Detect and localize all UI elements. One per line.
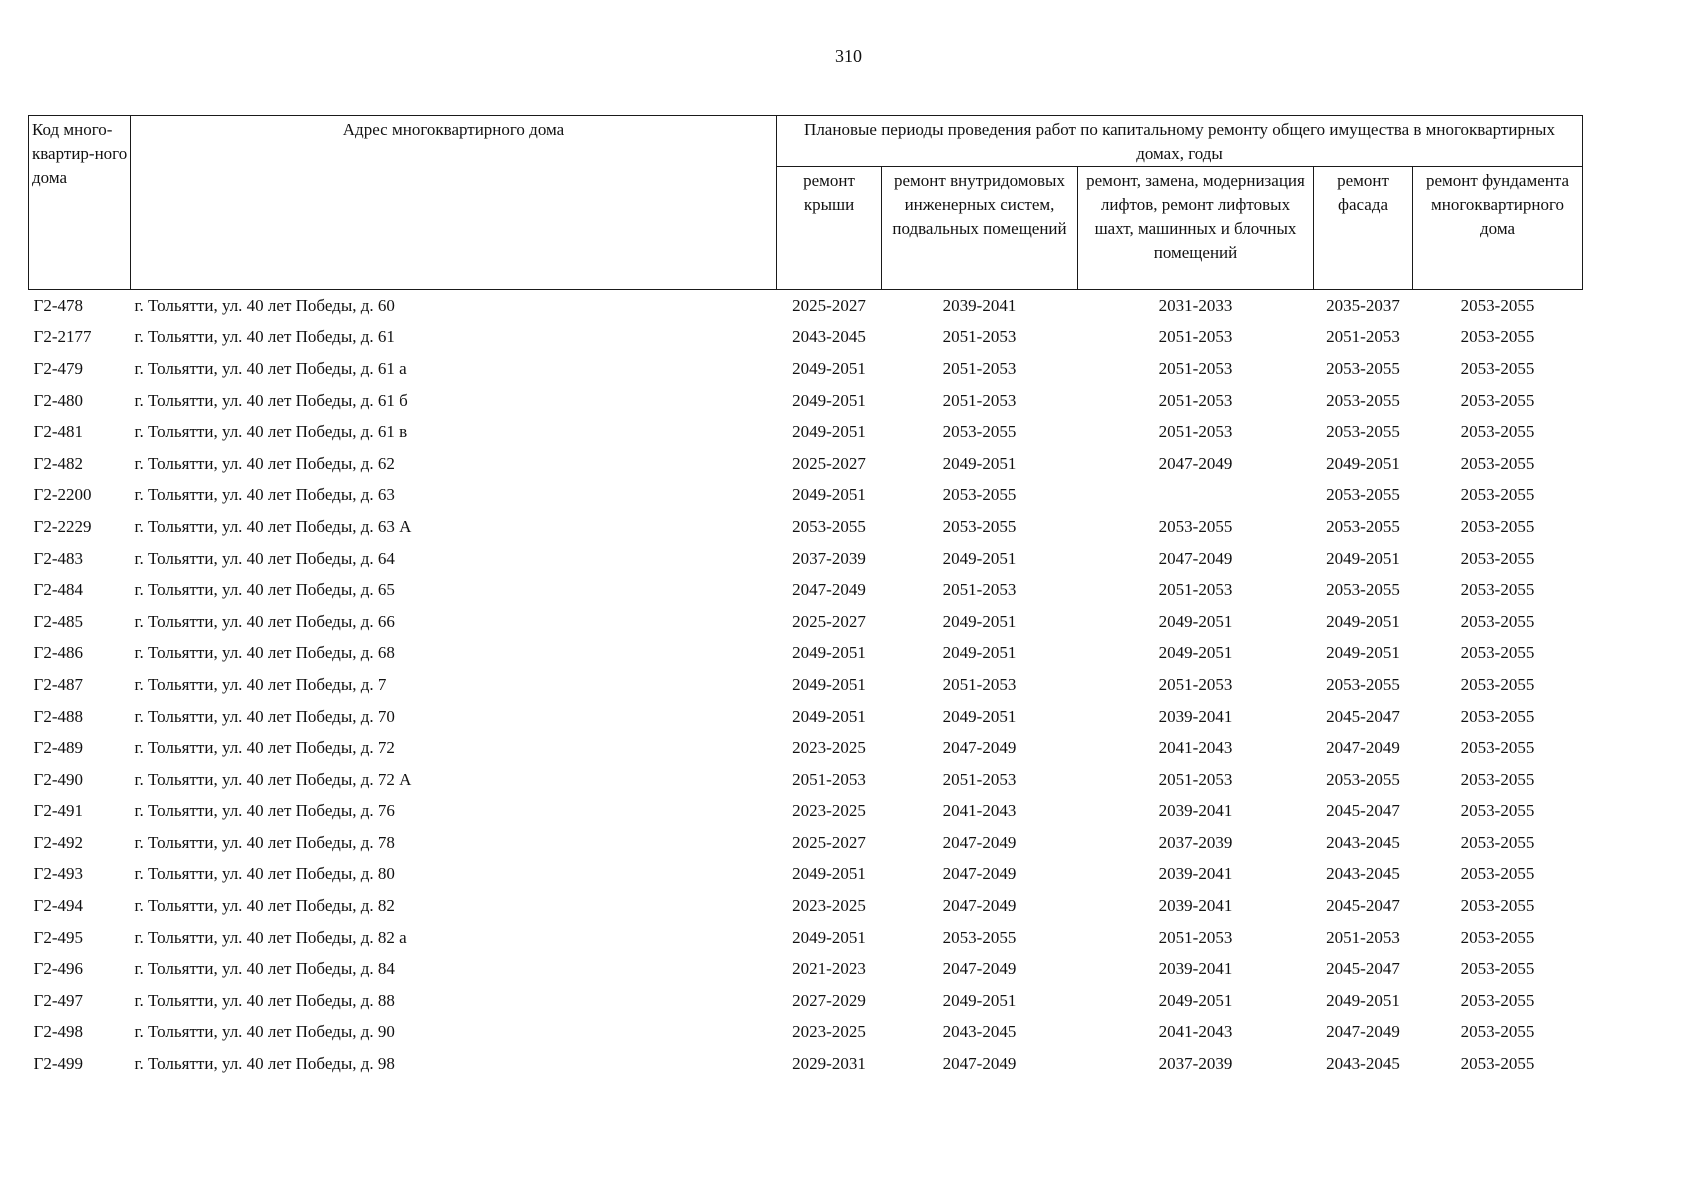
engineering-period-cell: 2047-2049 <box>942 832 1017 852</box>
table-row <box>29 290 1583 322</box>
lift-period-cell: 2037-2039 <box>1158 1054 1233 1074</box>
header-roof-repair: ремонт крыши <box>777 167 882 290</box>
lift-period-cell: 2039-2041 <box>1158 864 1233 884</box>
building-code-cell: Г2-481 <box>33 422 83 442</box>
table-row <box>29 606 1583 638</box>
table-row <box>29 890 1583 922</box>
address-cell: г. Тольятти, ул. 40 лет Победы, д. 61 в <box>134 422 408 442</box>
table-row <box>29 985 1583 1017</box>
table-row <box>29 827 1583 859</box>
table-row <box>29 1048 1583 1080</box>
building-code-cell: Г2-498 <box>33 1022 83 1042</box>
foundation-period-cell: 2053-2055 <box>1460 516 1535 536</box>
engineering-period-cell: 2049-2051 <box>942 706 1017 726</box>
engineering-period-cell: 2039-2041 <box>942 295 1017 315</box>
engineering-period-cell: 2051-2053 <box>942 390 1017 410</box>
building-code-cell: Г2-486 <box>33 643 83 663</box>
building-code-cell: Г2-485 <box>33 611 83 631</box>
facade-period-cell: 2043-2045 <box>1326 864 1400 884</box>
building-code-cell: Г2-488 <box>33 706 83 726</box>
lift-period-cell: 2039-2041 <box>1158 959 1233 979</box>
building-code-cell: Г2-2177 <box>33 327 92 347</box>
table-row <box>29 322 1583 354</box>
lift-period-cell: 2049-2051 <box>1158 643 1233 663</box>
engineering-period-cell: 2051-2053 <box>942 358 1017 378</box>
facade-period-cell: 2053-2055 <box>1326 422 1400 442</box>
address-cell: г. Тольятти, ул. 40 лет Победы, д. 82 а <box>134 927 407 947</box>
address-cell: г. Тольятти, ул. 40 лет Победы, д. 72 <box>134 738 395 758</box>
foundation-period-cell: 2053-2055 <box>1460 422 1535 442</box>
lift-period-cell: 2037-2039 <box>1158 832 1233 852</box>
header-foundation-repair: ремонт фундамента многоквартирного дома <box>1413 167 1583 290</box>
roof-period-cell: 2049-2051 <box>792 864 866 884</box>
lift-period-cell: 2051-2053 <box>1158 422 1233 442</box>
address-cell: г. Тольятти, ул. 40 лет Победы, д. 61 <box>134 327 395 347</box>
address-cell: г. Тольятти, ул. 40 лет Победы, д. 84 <box>134 959 395 979</box>
address-cell: г. Тольятти, ул. 40 лет Победы, д. 65 <box>134 580 395 600</box>
header-facade-repair: ремонт фасада <box>1314 167 1413 290</box>
lift-period-cell: 2047-2049 <box>1158 548 1233 568</box>
building-code-cell: Г2-478 <box>33 295 83 315</box>
foundation-period-cell: 2053-2055 <box>1460 485 1535 505</box>
facade-period-cell: 2043-2045 <box>1326 832 1400 852</box>
table-row <box>29 543 1583 575</box>
address-cell: г. Тольятти, ул. 40 лет Победы, д. 61 б <box>134 390 408 410</box>
foundation-period-cell: 2053-2055 <box>1460 1054 1535 1074</box>
table-row <box>29 638 1583 670</box>
foundation-period-cell: 2053-2055 <box>1460 674 1535 694</box>
lift-period-cell: 2039-2041 <box>1158 801 1233 821</box>
roof-period-cell: 2043-2045 <box>792 327 866 347</box>
lift-period-cell <box>1078 480 1314 512</box>
roof-period-cell: 2027-2029 <box>792 990 866 1010</box>
foundation-period-cell: 2053-2055 <box>1460 896 1535 916</box>
address-cell: г. Тольятти, ул. 40 лет Победы, д. 66 <box>134 611 395 631</box>
foundation-period-cell: 2053-2055 <box>1460 1022 1535 1042</box>
lift-period-cell: 2051-2053 <box>1158 769 1233 789</box>
address-cell: г. Тольятти, ул. 40 лет Победы, д. 63 А <box>134 516 412 536</box>
address-cell: г. Тольятти, ул. 40 лет Победы, д. 82 <box>134 896 395 916</box>
engineering-period-cell: 2053-2055 <box>942 485 1017 505</box>
facade-period-cell: 2045-2047 <box>1326 706 1400 726</box>
table-row <box>29 764 1583 796</box>
building-code-cell: Г2-499 <box>33 1054 83 1074</box>
foundation-period-cell: 2053-2055 <box>1460 769 1535 789</box>
engineering-period-cell: 2047-2049 <box>942 738 1017 758</box>
lift-period-cell: 2031-2033 <box>1158 295 1233 315</box>
address-cell: г. Тольятти, ул. 40 лет Победы, д. 98 <box>134 1054 395 1074</box>
table-row <box>29 385 1583 417</box>
header-row-top <box>29 116 1583 167</box>
table-header <box>29 116 1583 290</box>
foundation-period-cell: 2053-2055 <box>1460 990 1535 1010</box>
facade-period-cell: 2051-2053 <box>1326 927 1400 947</box>
address-cell: г. Тольятти, ул. 40 лет Победы, д. 70 <box>134 706 395 726</box>
roof-period-cell: 2029-2031 <box>792 1054 866 1074</box>
roof-period-cell: 2023-2025 <box>792 1022 866 1042</box>
foundation-period-cell: 2053-2055 <box>1460 548 1535 568</box>
header-address: Адрес многоквартирного дома <box>131 116 777 290</box>
address-cell: г. Тольятти, ул. 40 лет Победы, д. 90 <box>134 1022 395 1042</box>
roof-period-cell: 2025-2027 <box>792 611 866 631</box>
address-cell: г. Тольятти, ул. 40 лет Победы, д. 88 <box>134 990 395 1010</box>
lift-period-cell: 2051-2053 <box>1158 327 1233 347</box>
roof-period-cell: 2025-2027 <box>792 295 866 315</box>
facade-period-cell: 2053-2055 <box>1326 358 1400 378</box>
facade-period-cell: 2053-2055 <box>1326 516 1400 536</box>
building-code-cell: Г2-495 <box>33 927 83 947</box>
engineering-period-cell: 2043-2045 <box>942 1022 1017 1042</box>
facade-period-cell: 2049-2051 <box>1326 548 1400 568</box>
roof-period-cell: 2049-2051 <box>792 485 866 505</box>
facade-period-cell: 2053-2055 <box>1326 769 1400 789</box>
roof-period-cell: 2049-2051 <box>792 927 866 947</box>
facade-period-cell: 2047-2049 <box>1326 1022 1400 1042</box>
engineering-period-cell: 2047-2049 <box>942 959 1017 979</box>
foundation-period-cell: 2053-2055 <box>1460 643 1535 663</box>
table-row <box>29 353 1583 385</box>
engineering-period-cell: 2051-2053 <box>942 769 1017 789</box>
roof-period-cell: 2049-2051 <box>792 358 866 378</box>
building-code-cell: Г2-2229 <box>33 516 92 536</box>
table-row <box>29 448 1583 480</box>
engineering-period-cell: 2049-2051 <box>942 990 1017 1010</box>
engineering-period-cell: 2053-2055 <box>942 422 1017 442</box>
roof-period-cell: 2053-2055 <box>792 516 866 536</box>
building-code-cell: Г2-480 <box>33 390 83 410</box>
table-row <box>29 796 1583 828</box>
foundation-period-cell: 2053-2055 <box>1460 358 1535 378</box>
header-planned-periods: Плановые периоды проведения работ по капитальному ремонту общего имущества в многоквартирных домах, годы <box>777 116 1583 167</box>
address-cell: г. Тольятти, ул. 40 лет Победы, д. 68 <box>134 643 395 663</box>
foundation-period-cell: 2053-2055 <box>1460 706 1535 726</box>
lift-period-cell: 2051-2053 <box>1158 580 1233 600</box>
foundation-period-cell: 2053-2055 <box>1460 738 1535 758</box>
table-row <box>29 511 1583 543</box>
roof-period-cell: 2049-2051 <box>792 706 866 726</box>
address-cell: г. Тольятти, ул. 40 лет Победы, д. 80 <box>134 864 395 884</box>
building-code-cell: Г2-484 <box>33 580 83 600</box>
lift-period-cell: 2051-2053 <box>1158 390 1233 410</box>
engineering-period-cell: 2051-2053 <box>942 580 1017 600</box>
engineering-period-cell: 2049-2051 <box>942 611 1017 631</box>
facade-period-cell: 2053-2055 <box>1326 485 1400 505</box>
building-code-cell: Г2-489 <box>33 738 83 758</box>
foundation-period-cell: 2053-2055 <box>1460 959 1535 979</box>
facade-period-cell: 2049-2051 <box>1326 643 1400 663</box>
table-row <box>29 732 1583 764</box>
building-code-cell: Г2-492 <box>33 832 83 852</box>
facade-period-cell: 2049-2051 <box>1326 611 1400 631</box>
building-code-cell: Г2-491 <box>33 801 83 821</box>
engineering-period-cell: 2051-2053 <box>942 674 1017 694</box>
address-cell: г. Тольятти, ул. 40 лет Победы, д. 78 <box>134 832 395 852</box>
table-row <box>29 701 1583 733</box>
header-building-code: Код много-квартир-ного дома <box>29 116 131 290</box>
page-number: 310 <box>835 46 862 66</box>
facade-period-cell: 2053-2055 <box>1326 390 1400 410</box>
building-code-cell: Г2-493 <box>33 864 83 884</box>
lift-period-cell: 2053-2055 <box>1158 516 1233 536</box>
roof-period-cell: 2049-2051 <box>792 390 866 410</box>
lift-period-cell: 2049-2051 <box>1158 611 1233 631</box>
building-code-cell: Г2-487 <box>33 674 83 694</box>
table-row <box>29 480 1583 512</box>
foundation-period-cell: 2053-2055 <box>1460 390 1535 410</box>
foundation-period-cell: 2053-2055 <box>1460 927 1535 947</box>
address-cell: г. Тольятти, ул. 40 лет Победы, д. 62 <box>134 453 395 473</box>
lift-period-cell: 2051-2053 <box>1158 674 1233 694</box>
address-cell: г. Тольятти, ул. 40 лет Победы, д. 63 <box>134 485 395 505</box>
roof-period-cell: 2023-2025 <box>792 738 866 758</box>
engineering-period-cell: 2047-2049 <box>942 896 1017 916</box>
table-row <box>29 669 1583 701</box>
roof-period-cell: 2023-2025 <box>792 896 866 916</box>
foundation-period-cell: 2053-2055 <box>1460 864 1535 884</box>
building-code-cell: Г2-482 <box>33 453 83 473</box>
building-code-cell: Г2-479 <box>33 358 83 378</box>
lift-period-cell: 2039-2041 <box>1158 896 1233 916</box>
address-cell: г. Тольятти, ул. 40 лет Победы, д. 61 а <box>134 358 407 378</box>
foundation-period-cell: 2053-2055 <box>1460 801 1535 821</box>
roof-period-cell: 2049-2051 <box>792 674 866 694</box>
foundation-period-cell: 2053-2055 <box>1460 295 1535 315</box>
lift-period-cell: 2041-2043 <box>1158 738 1233 758</box>
facade-period-cell: 2051-2053 <box>1326 327 1400 347</box>
engineering-period-cell: 2051-2053 <box>942 327 1017 347</box>
table-row <box>29 416 1583 448</box>
foundation-period-cell: 2053-2055 <box>1460 453 1535 473</box>
table-row <box>29 922 1583 954</box>
repair-schedule-table <box>28 115 1583 1080</box>
building-code-cell: Г2-494 <box>33 896 83 916</box>
engineering-period-cell: 2049-2051 <box>942 453 1017 473</box>
engineering-period-cell: 2049-2051 <box>942 548 1017 568</box>
engineering-period-cell: 2049-2051 <box>942 643 1017 663</box>
table-row <box>29 859 1583 891</box>
address-cell: г. Тольятти, ул. 40 лет Победы, д. 72 А <box>134 769 412 789</box>
foundation-period-cell: 2053-2055 <box>1460 327 1535 347</box>
facade-period-cell: 2049-2051 <box>1326 453 1400 473</box>
facade-period-cell: 2045-2047 <box>1326 801 1400 821</box>
address-cell: г. Тольятти, ул. 40 лет Победы, д. 64 <box>134 548 395 568</box>
facade-period-cell: 2035-2037 <box>1326 295 1400 315</box>
facade-period-cell: 2043-2045 <box>1326 1054 1400 1074</box>
building-code-cell: Г2-2200 <box>33 485 92 505</box>
engineering-period-cell: 2047-2049 <box>942 1054 1017 1074</box>
engineering-period-cell: 2053-2055 <box>942 516 1017 536</box>
roof-period-cell: 2047-2049 <box>792 580 866 600</box>
table-row <box>29 1017 1583 1049</box>
header-engineering-repair: ремонт внутридомовых инженерных систем, подвальных помещений <box>882 167 1078 290</box>
roof-period-cell: 2049-2051 <box>792 643 866 663</box>
header-lift-repair: ремонт, замена, модернизация лифтов, ремонт лифтовых шахт, машинных и блочных помещений <box>1078 167 1314 290</box>
foundation-period-cell: 2053-2055 <box>1460 832 1535 852</box>
building-code-cell: Г2-490 <box>33 769 83 789</box>
roof-period-cell: 2049-2051 <box>792 422 866 442</box>
roof-period-cell: 2051-2053 <box>792 769 866 789</box>
roof-period-cell: 2025-2027 <box>792 453 866 473</box>
lift-period-cell: 2051-2053 <box>1158 927 1233 947</box>
facade-period-cell: 2047-2049 <box>1326 738 1400 758</box>
facade-period-cell: 2045-2047 <box>1326 959 1400 979</box>
roof-period-cell: 2023-2025 <box>792 801 866 821</box>
engineering-period-cell: 2041-2043 <box>942 801 1017 821</box>
building-code-cell: Г2-483 <box>33 548 83 568</box>
address-cell: г. Тольятти, ул. 40 лет Победы, д. 7 <box>134 674 387 694</box>
address-cell: г. Тольятти, ул. 40 лет Победы, д. 76 <box>134 801 395 821</box>
facade-period-cell: 2049-2051 <box>1326 990 1400 1010</box>
table-row <box>29 574 1583 606</box>
lift-period-cell: 2049-2051 <box>1158 990 1233 1010</box>
roof-period-cell: 2037-2039 <box>792 548 866 568</box>
foundation-period-cell: 2053-2055 <box>1460 580 1535 600</box>
building-code-cell: Г2-496 <box>33 959 83 979</box>
table-row <box>29 953 1583 985</box>
table-body <box>29 290 1583 1080</box>
building-code-cell: Г2-497 <box>33 990 83 1010</box>
lift-period-cell: 2039-2041 <box>1158 706 1233 726</box>
engineering-period-cell: 2047-2049 <box>942 864 1017 884</box>
foundation-period-cell: 2053-2055 <box>1460 611 1535 631</box>
facade-period-cell: 2045-2047 <box>1326 896 1400 916</box>
lift-period-cell: 2051-2053 <box>1158 358 1233 378</box>
facade-period-cell: 2053-2055 <box>1326 674 1400 694</box>
lift-period-cell: 2047-2049 <box>1158 453 1233 473</box>
lift-period-cell: 2041-2043 <box>1158 1022 1233 1042</box>
engineering-period-cell: 2053-2055 <box>942 927 1017 947</box>
roof-period-cell: 2021-2023 <box>792 959 866 979</box>
facade-period-cell: 2053-2055 <box>1326 580 1400 600</box>
address-cell: г. Тольятти, ул. 40 лет Победы, д. 60 <box>134 295 395 315</box>
roof-period-cell: 2025-2027 <box>792 832 866 852</box>
